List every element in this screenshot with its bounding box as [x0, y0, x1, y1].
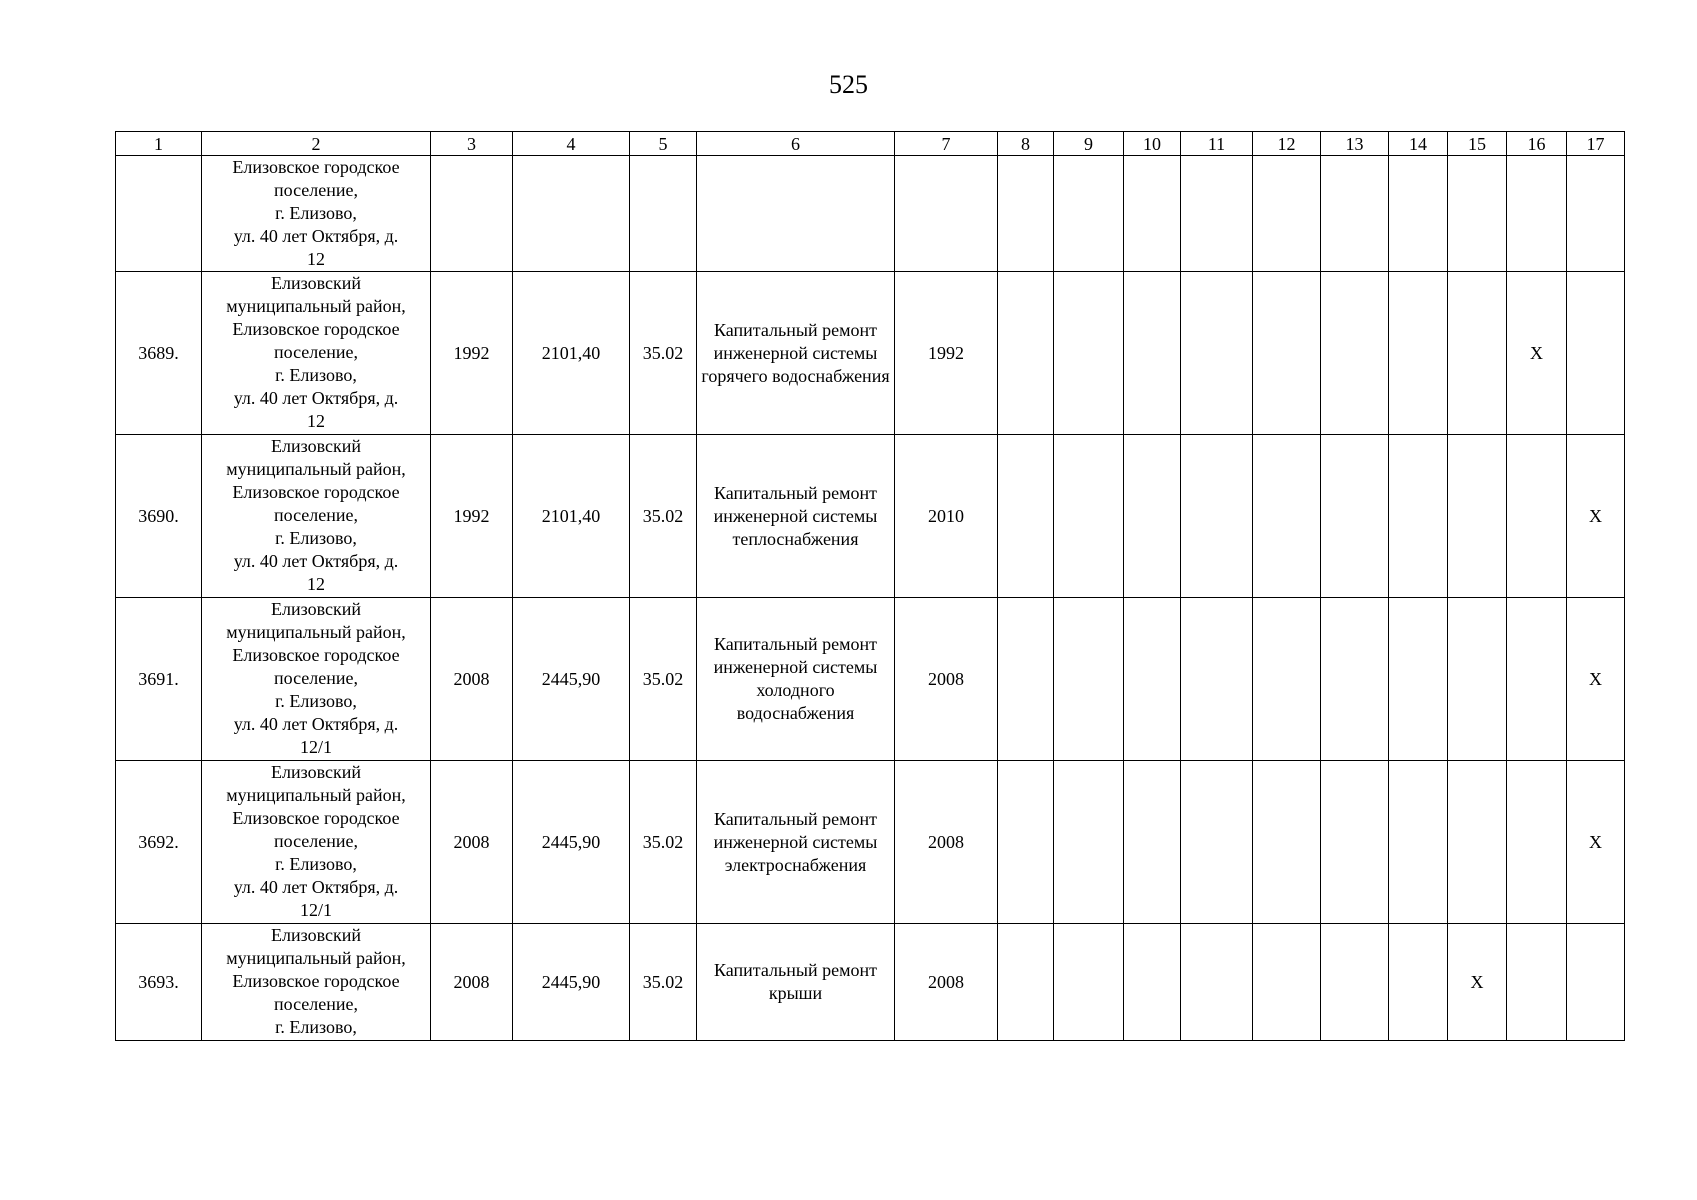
column-number-cell: 10: [1124, 132, 1181, 156]
mark-cell: [1389, 924, 1448, 1041]
address-line: Елизовское городское: [232, 808, 400, 828]
address-line: г. Елизово,: [275, 365, 357, 385]
work-type-cell: Капитальный ремонт инженерной системы горячего водоснабжения: [697, 272, 895, 435]
code-cell: [630, 156, 697, 272]
column-number-cell: 11: [1181, 132, 1253, 156]
mark-cell: [998, 435, 1054, 598]
mark-cell: [1253, 435, 1321, 598]
mark-cell: [998, 761, 1054, 924]
mark-cell: [1448, 272, 1507, 435]
address-line: муниципальный район,: [226, 296, 406, 316]
mark-cell: [1181, 435, 1253, 598]
mark-cell: [1054, 435, 1124, 598]
address-line: Елизовское городское: [232, 971, 400, 991]
address-line: Елизовское городское: [232, 319, 400, 339]
address-line: ул. 40 лет Октября, д.: [233, 877, 399, 897]
mark-cell: [1321, 924, 1389, 1041]
column-number-cell: 13: [1321, 132, 1389, 156]
mark-cell: [1448, 156, 1507, 272]
row-number-cell: 3693.: [116, 924, 202, 1041]
mark-cell: [1507, 924, 1567, 1041]
mark-cell: [1124, 272, 1181, 435]
table-row: [116, 761, 1625, 924]
work-type-cell: Капитальный ремонт инженерной системы теплоснабжения: [697, 435, 895, 598]
table-row: [116, 435, 1625, 598]
mark-cell: [1054, 761, 1124, 924]
mark-cell: [1054, 924, 1124, 1041]
address-line: г. Елизово,: [275, 203, 357, 223]
mark-cell: [1253, 156, 1321, 272]
column-number-cell: 8: [998, 132, 1054, 156]
column-number-cell: 14: [1389, 132, 1448, 156]
year-built-cell: 2008: [431, 924, 513, 1041]
mark-cell: [1321, 761, 1389, 924]
address-line: Елизовское городское: [232, 482, 400, 502]
column-number-cell: 2: [202, 132, 431, 156]
code-cell: 35.02: [630, 598, 697, 761]
address-line: 12: [307, 574, 325, 594]
mark-cell: [1448, 598, 1507, 761]
address-line: Елизовский: [270, 436, 361, 456]
area-cell: 2101,40: [513, 435, 630, 598]
capital-repair-table: [115, 131, 1625, 1041]
mark-cell: [1448, 761, 1507, 924]
work-type-cell: [697, 156, 895, 272]
mark-cell: [998, 598, 1054, 761]
address-line: ул. 40 лет Октября, д.: [233, 226, 399, 246]
address-line: Елизовский: [270, 925, 361, 945]
mark-cell: [1507, 156, 1567, 272]
mark-cell: [1181, 924, 1253, 1041]
address-line: муниципальный район,: [226, 459, 406, 479]
mark-cell: [1321, 272, 1389, 435]
address-line: Елизовский: [270, 273, 361, 293]
mark-cell: [998, 272, 1054, 435]
mark-cell: [1567, 924, 1625, 1041]
code-cell: 35.02: [630, 435, 697, 598]
column-number-cell: 9: [1054, 132, 1124, 156]
address-line: ул. 40 лет Октября, д.: [233, 388, 399, 408]
mark-cell: [1389, 761, 1448, 924]
row-number-cell: 3689.: [116, 272, 202, 435]
address-line: 12: [307, 249, 325, 269]
address-line: Елизовский: [270, 762, 361, 782]
year-built-cell: 2008: [431, 761, 513, 924]
table-row: [116, 156, 1625, 272]
address-line: поселение,: [273, 831, 358, 851]
address-line: поселение,: [273, 342, 358, 362]
mark-cell: X: [1567, 435, 1625, 598]
mark-cell: [1389, 598, 1448, 761]
address-line: муниципальный район,: [226, 622, 406, 642]
code-cell: 35.02: [630, 924, 697, 1041]
column-number-cell: 16: [1507, 132, 1567, 156]
address-cell: [202, 924, 431, 1041]
mark-cell: [1389, 435, 1448, 598]
work-type-cell: Капитальный ремонт инженерной системы холодного водоснабжения: [697, 598, 895, 761]
address-cell: [202, 598, 431, 761]
address-line: муниципальный район,: [226, 785, 406, 805]
mark-cell: [1181, 156, 1253, 272]
column-number-cell: 1: [116, 132, 202, 156]
area-cell: 2445,90: [513, 924, 630, 1041]
area-cell: 2445,90: [513, 761, 630, 924]
mark-cell: X: [1507, 272, 1567, 435]
address-line: г. Елизово,: [275, 528, 357, 548]
mark-cell: [998, 156, 1054, 272]
address-line: Елизовский: [270, 599, 361, 619]
mark-cell: X: [1448, 924, 1507, 1041]
mark-cell: [1253, 761, 1321, 924]
column-number-row: [116, 132, 1625, 156]
table-row: [116, 598, 1625, 761]
mark-cell: [1389, 272, 1448, 435]
mark-cell: [1448, 435, 1507, 598]
column-number-cell: 15: [1448, 132, 1507, 156]
mark-cell: X: [1567, 761, 1625, 924]
address-line: ул. 40 лет Октября, д.: [233, 551, 399, 571]
address-line: Елизовское городское: [232, 645, 400, 665]
area-cell: 2445,90: [513, 598, 630, 761]
table-row: [116, 272, 1625, 435]
address-cell: [202, 761, 431, 924]
page-number: 525: [829, 70, 868, 99]
mark-cell: [1321, 156, 1389, 272]
planned-year-cell: 1992: [895, 272, 998, 435]
planned-year-cell: 2008: [895, 924, 998, 1041]
address-line: поселение,: [273, 994, 358, 1014]
work-type-cell: Капитальный ремонт инженерной системы электроснабжения: [697, 761, 895, 924]
code-cell: 35.02: [630, 272, 697, 435]
column-number-cell: 12: [1253, 132, 1321, 156]
address-line: 12/1: [299, 900, 332, 920]
mark-cell: [1181, 272, 1253, 435]
column-number-cell: 6: [697, 132, 895, 156]
mark-cell: X: [1567, 598, 1625, 761]
address-line: Елизовское городское: [232, 157, 400, 177]
planned-year-cell: 2008: [895, 598, 998, 761]
address-line: поселение,: [273, 505, 358, 525]
area-cell: 2101,40: [513, 272, 630, 435]
mark-cell: [1054, 598, 1124, 761]
mark-cell: [1507, 761, 1567, 924]
year-built-cell: 1992: [431, 435, 513, 598]
mark-cell: [1507, 598, 1567, 761]
mark-cell: [1124, 435, 1181, 598]
planned-year-cell: 2010: [895, 435, 998, 598]
mark-cell: [1181, 598, 1253, 761]
address-line: г. Елизово,: [275, 691, 357, 711]
column-number-cell: 17: [1567, 132, 1625, 156]
mark-cell: [1567, 156, 1625, 272]
address-line: г. Елизово,: [275, 854, 357, 874]
row-number-cell: 3691.: [116, 598, 202, 761]
work-type-cell: Капитальный ремонт крыши: [697, 924, 895, 1041]
planned-year-cell: [895, 156, 998, 272]
address-line: поселение,: [273, 180, 358, 200]
area-cell: [513, 156, 630, 272]
mark-cell: [1124, 156, 1181, 272]
mark-cell: [1253, 598, 1321, 761]
address-line: ул. 40 лет Октября, д.: [233, 714, 399, 734]
year-built-cell: 1992: [431, 272, 513, 435]
address-line: 12: [307, 411, 325, 431]
mark-cell: [1567, 272, 1625, 435]
address-cell: [202, 156, 431, 272]
mark-cell: [1181, 761, 1253, 924]
mark-cell: [1124, 924, 1181, 1041]
code-cell: 35.02: [630, 761, 697, 924]
address-line: муниципальный район,: [226, 948, 406, 968]
year-built-cell: [431, 156, 513, 272]
address-line: г. Елизово,: [275, 1017, 357, 1037]
row-number-cell: [116, 156, 202, 272]
mark-cell: [1389, 156, 1448, 272]
mark-cell: [1124, 598, 1181, 761]
table-row: [116, 924, 1625, 1041]
year-built-cell: 2008: [431, 598, 513, 761]
address-cell: [202, 272, 431, 435]
address-line: 12/1: [299, 737, 332, 757]
column-number-cell: 5: [630, 132, 697, 156]
mark-cell: [1507, 435, 1567, 598]
mark-cell: [1321, 598, 1389, 761]
column-number-cell: 4: [513, 132, 630, 156]
mark-cell: [1054, 272, 1124, 435]
mark-cell: [1253, 272, 1321, 435]
mark-cell: [998, 924, 1054, 1041]
address-line: поселение,: [273, 668, 358, 688]
row-number-cell: 3690.: [116, 435, 202, 598]
mark-cell: [1124, 761, 1181, 924]
address-cell: [202, 435, 431, 598]
column-number-cell: 7: [895, 132, 998, 156]
planned-year-cell: 2008: [895, 761, 998, 924]
row-number-cell: 3692.: [116, 761, 202, 924]
mark-cell: [1054, 156, 1124, 272]
mark-cell: [1321, 435, 1389, 598]
column-number-cell: 3: [431, 132, 513, 156]
mark-cell: [1253, 924, 1321, 1041]
